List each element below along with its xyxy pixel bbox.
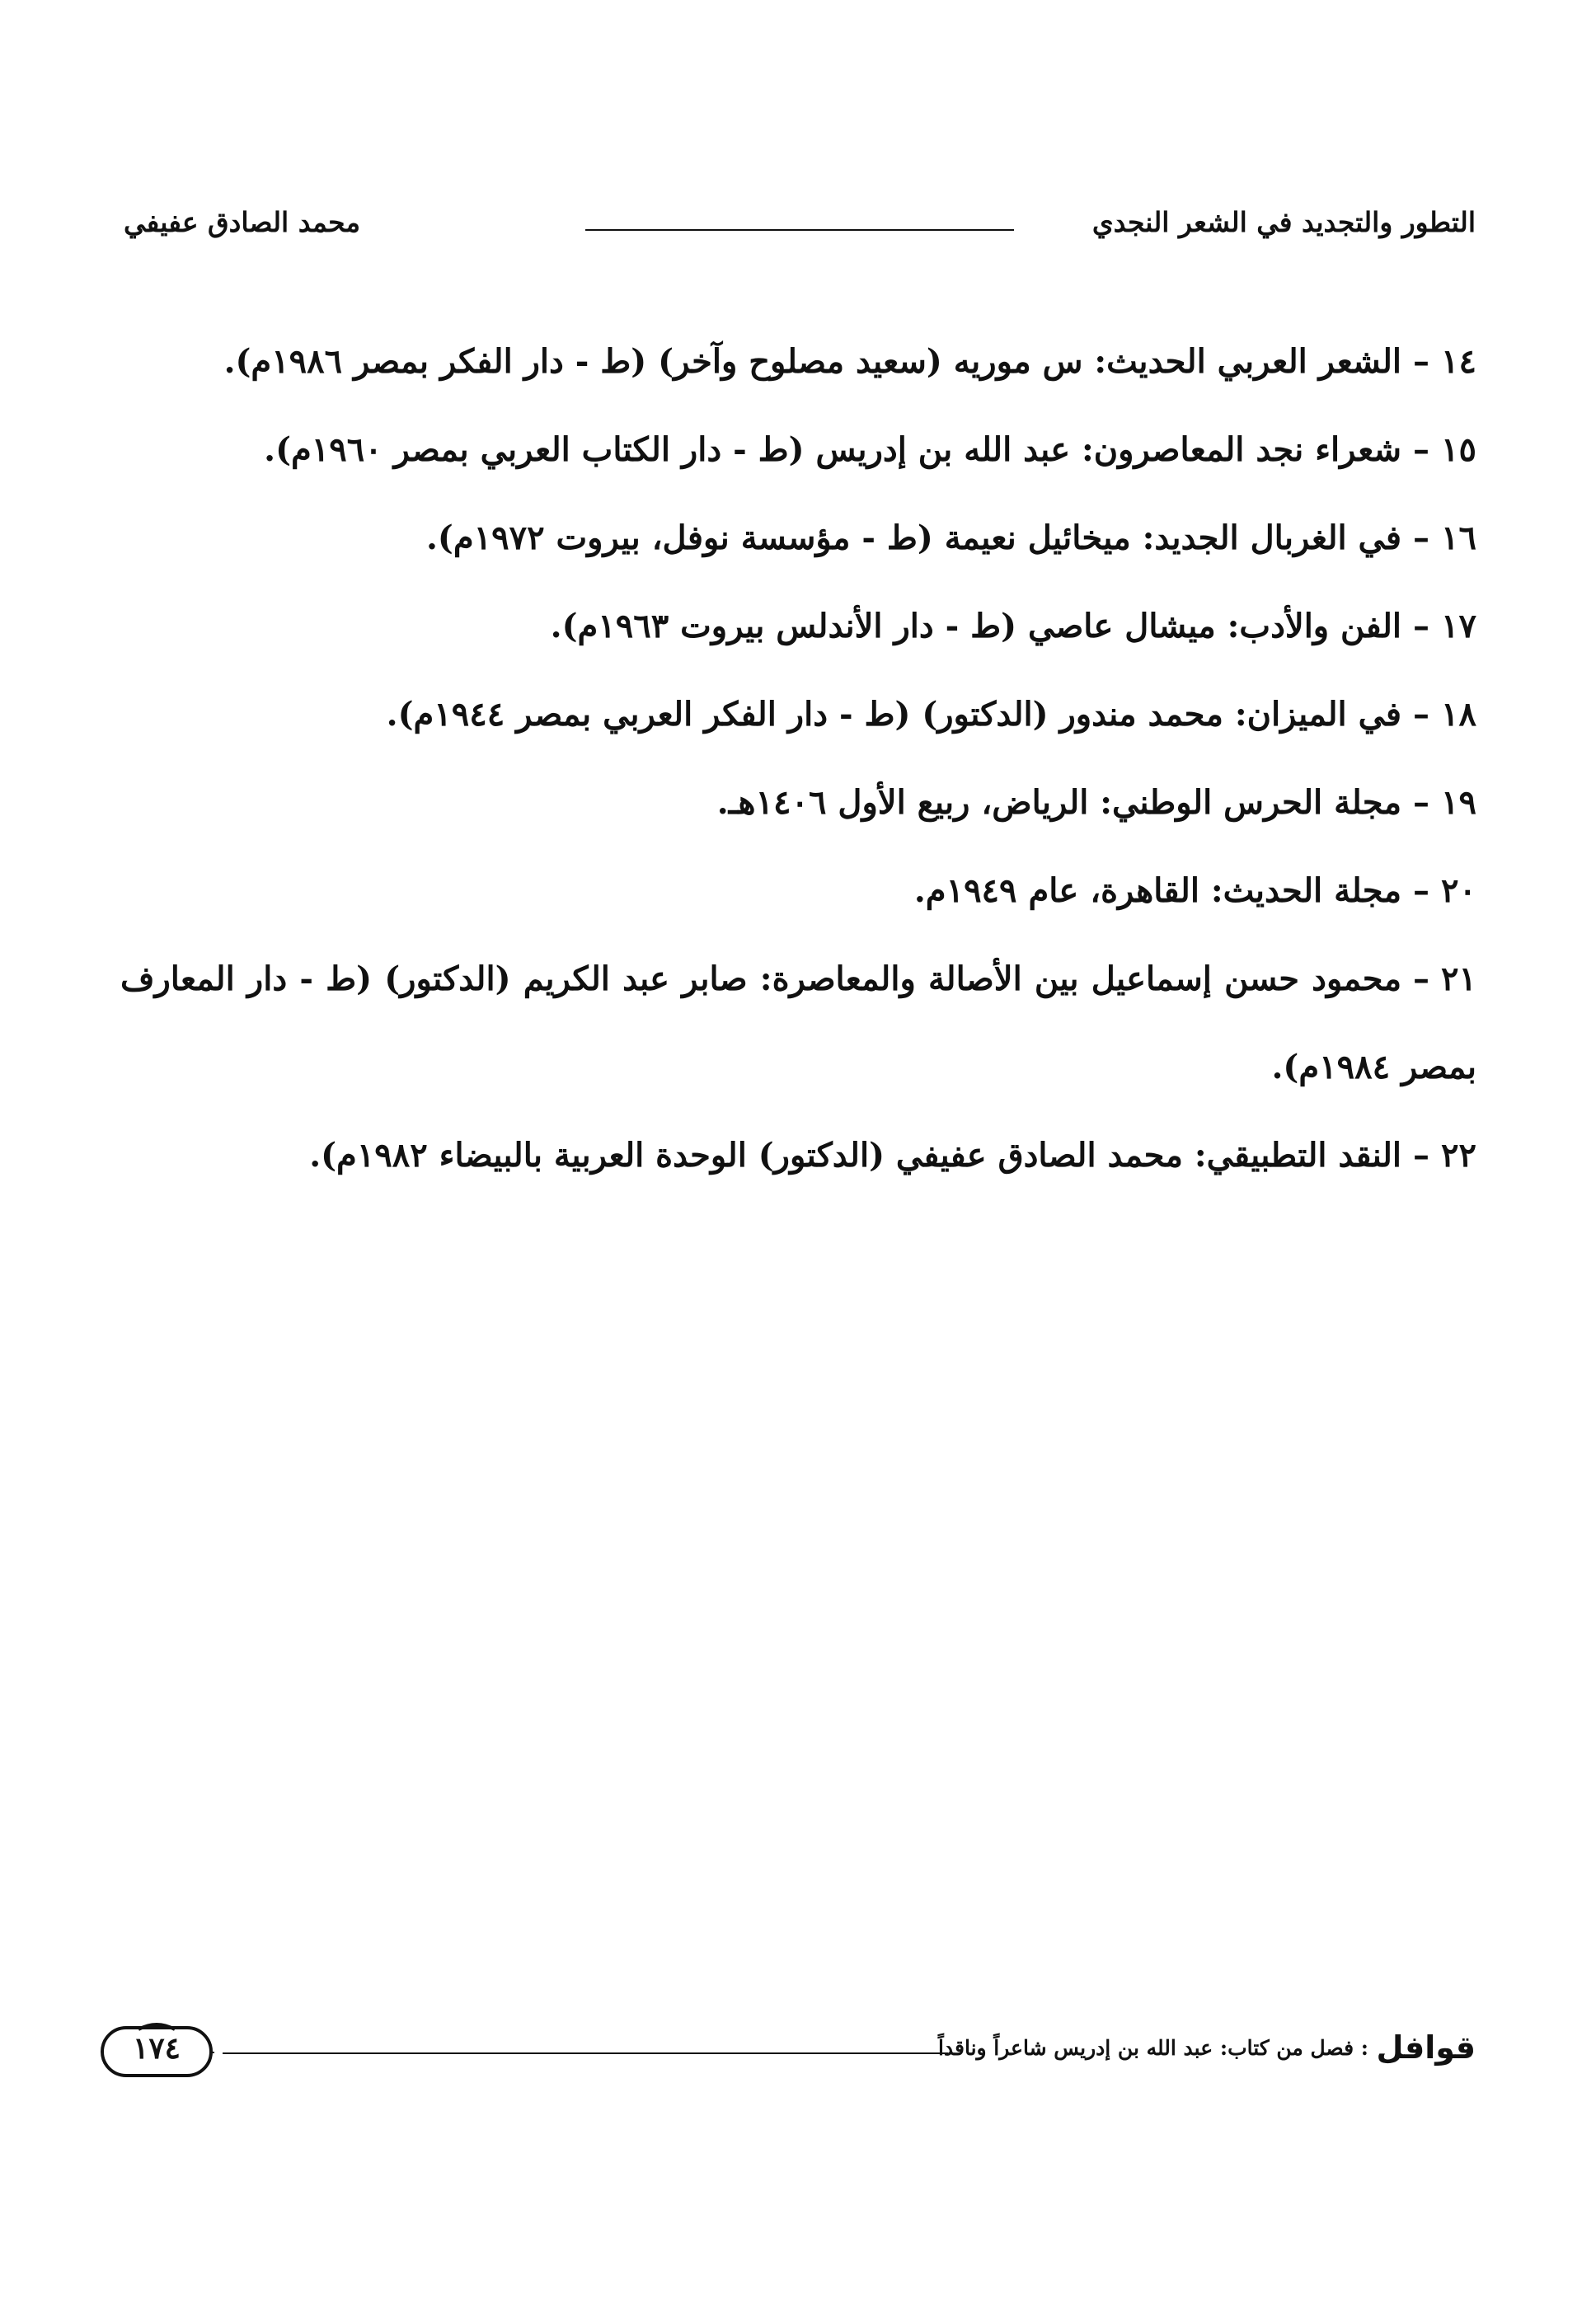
page-footer — [99, 2020, 1476, 2094]
reference-text: مجلة الحديث: القاهرة، عام ١٩٤٩م. — [913, 871, 1402, 910]
reference-item — [120, 582, 1476, 670]
reference-dash: – — [1413, 871, 1430, 910]
reference-item — [120, 317, 1476, 406]
reference-dash: – — [1413, 518, 1430, 557]
reference-text: الفن والأدب: ميشال عاصي (ط - دار الأندلس بيروت ١٩٦٣م). — [550, 607, 1402, 645]
reference-item — [120, 1111, 1476, 1199]
reference-dash: – — [1413, 430, 1430, 469]
reference-list — [120, 317, 1476, 1199]
author-name: محمد الصادق عفيفي — [124, 206, 361, 238]
reference-dash: – — [1413, 607, 1430, 645]
reference-number: ٢١ — [1441, 959, 1476, 998]
page-number-badge — [99, 2020, 214, 2080]
reference-item — [120, 494, 1476, 582]
reference-number: ١٨ — [1441, 695, 1476, 734]
reference-text: محمود حسن إسماعيل بين الأصالة والمعاصرة: صابر عبد الكريم (الدكتور) (ط - دار المعارف بمصر ١٩٨٤م). — [120, 959, 1476, 1086]
reference-dash: – — [1413, 695, 1430, 734]
reference-dash: – — [1413, 1136, 1430, 1175]
reference-item — [120, 847, 1476, 935]
reference-item — [120, 406, 1476, 494]
footer-rule — [223, 2052, 948, 2054]
reference-number: ١٥ — [1441, 430, 1476, 469]
reference-text: مجلة الحرس الوطني: الرياض، ربيع الأول ١٤٠٦هـ. — [716, 783, 1402, 822]
reference-item — [120, 670, 1476, 758]
reference-text: في الغربال الجديد: ميخائيل نعيمة (ط - مؤسسة نوفل، بيروت ١٩٧٢م). — [425, 518, 1402, 557]
reference-number: ١٧ — [1441, 607, 1476, 645]
reference-item — [120, 758, 1476, 847]
reference-number: ١٤ — [1441, 342, 1476, 381]
reference-item — [120, 935, 1476, 1111]
reference-text: شعراء نجد المعاصرون: عبد الله بن إدريس (ط - دار الكتاب العربي بمصر ١٩٦٠م). — [264, 430, 1402, 469]
page-number: ١٧٤ — [132, 2031, 181, 2066]
reference-dash: – — [1413, 783, 1430, 822]
header-rule — [585, 229, 1014, 231]
source-note: : فصل من كتاب: عبد الله بن إدريس شاعراً وناقداً — [937, 2036, 1368, 2060]
reference-number: ٢٠ — [1441, 871, 1476, 910]
reference-number: ٢٢ — [1441, 1136, 1476, 1175]
magazine-brand: قوافل — [1376, 2029, 1476, 2066]
reference-dash: – — [1413, 342, 1430, 381]
reference-text: الشعر العربي الحديث: س موريه (سعيد مصلوح وآخر) (ط - دار الفكر بمصر ١٩٨٦م). — [223, 342, 1402, 381]
book-title: التطور والتجديد في الشعر النجدي — [1091, 206, 1476, 238]
reference-number: ١٩ — [1441, 783, 1476, 822]
reference-text: في الميزان: محمد مندور (الدكتور) (ط - دار الفكر العربي بمصر ١٩٤٤م). — [386, 695, 1402, 734]
reference-text: النقد التطبيقي: محمد الصادق عفيفي (الدكتور) الوحدة العربية بالبيضاء ١٩٨٢م). — [309, 1136, 1402, 1175]
reference-dash: – — [1413, 959, 1430, 998]
running-header — [124, 206, 1476, 256]
reference-number: ١٦ — [1441, 518, 1476, 557]
